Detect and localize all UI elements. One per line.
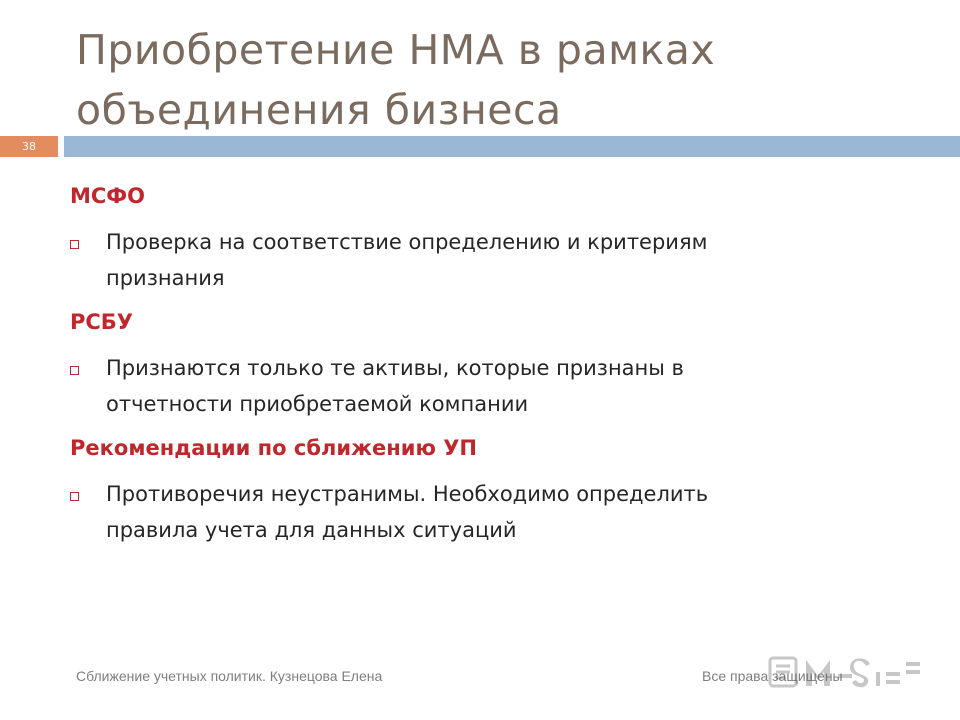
section-heading: Рекомендации по сближению УП bbox=[70, 436, 477, 460]
bullet-text-line-1: Признаются только те активы, которые признаны в bbox=[106, 356, 684, 380]
footer-rights: Все права защищены bbox=[702, 668, 843, 684]
footer-author: Сближение учетных политик. Кузнецова Елена bbox=[76, 668, 383, 684]
section-ifrs bbox=[70, 182, 930, 296]
square-bullet-icon bbox=[70, 366, 79, 375]
bullet-item bbox=[70, 350, 930, 422]
watermark-logo-icon bbox=[766, 652, 926, 692]
section-heading: РСБУ bbox=[70, 310, 133, 334]
section-heading: МСФО bbox=[70, 184, 145, 208]
section-ras bbox=[70, 308, 930, 422]
slide-title-line-1: Приобретение НМА в рамках bbox=[76, 26, 716, 74]
slide-title-line-2: объединения бизнеса bbox=[76, 86, 562, 134]
bullet-text-line-1: Противоречия неустранимы. Необходимо определить bbox=[106, 482, 709, 506]
bullet-text-line-2: отчетности приобретаемой компании bbox=[106, 392, 529, 416]
section-recommendations bbox=[70, 434, 930, 548]
square-bullet-icon bbox=[70, 240, 79, 249]
bullet-text-line-2: правила учета для данных ситуаций bbox=[106, 518, 517, 542]
title-divider bbox=[64, 136, 960, 157]
bullet-text-line-2: признания bbox=[106, 266, 225, 290]
bullet-item bbox=[70, 476, 930, 548]
slide-content bbox=[70, 182, 930, 548]
square-bullet-icon bbox=[70, 492, 79, 501]
bullet-item bbox=[70, 224, 930, 296]
slide-title bbox=[76, 20, 936, 140]
bullet-text-line-1: Проверка на соответствие определению и критериям bbox=[106, 230, 708, 254]
slide-number: 38 bbox=[0, 136, 58, 157]
